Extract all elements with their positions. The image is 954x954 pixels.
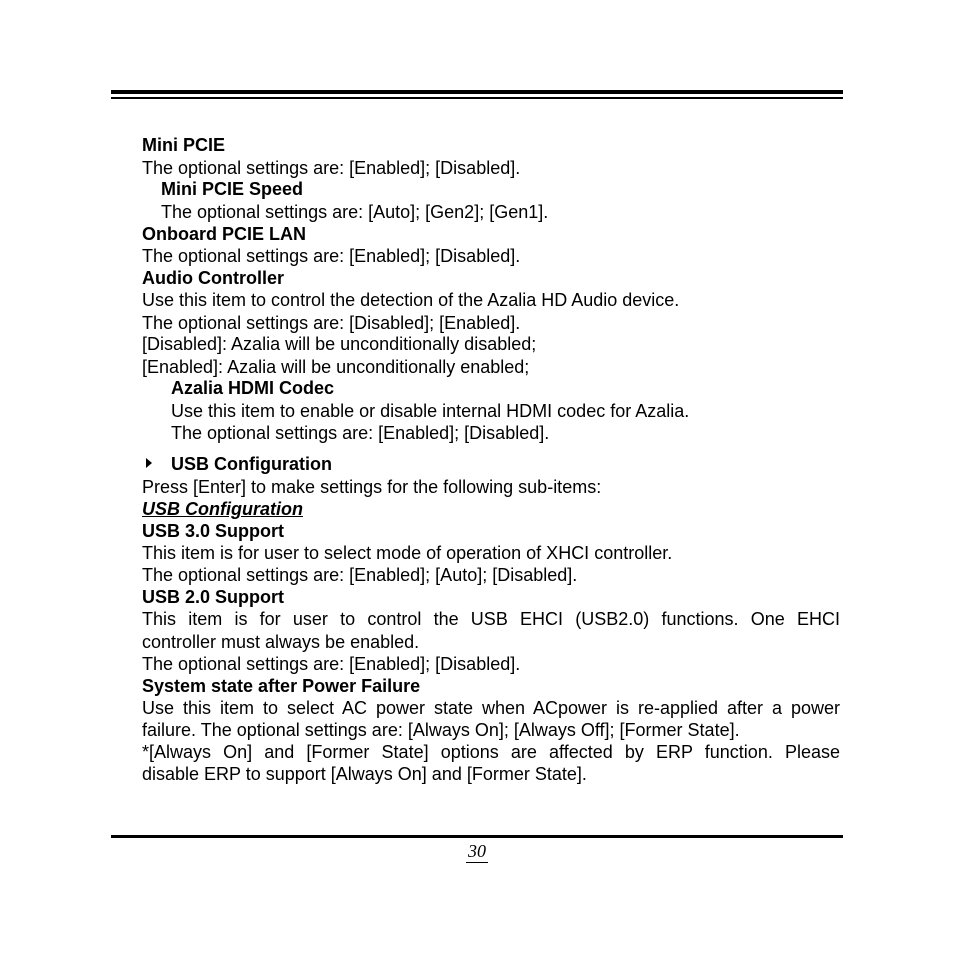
heading-audio-controller: Audio Controller xyxy=(142,268,284,288)
body-text: The optional settings are: [Enabled]; [Disabled]. xyxy=(142,246,521,266)
submenu-title-usb-configuration: USB Configuration xyxy=(142,499,303,519)
footer-rule xyxy=(111,835,843,838)
heading-usb-3-support: USB 3.0 Support xyxy=(142,521,285,541)
page-number: 30 xyxy=(468,841,486,861)
heading-usb-configuration: USB Configuration xyxy=(171,454,332,474)
body-text: failure. The optional settings are: [Always On]; [Always Off]; [Former State]. xyxy=(142,720,740,740)
body-text: The optional settings are: [Enabled]; [Disabled]. xyxy=(142,654,521,674)
heading-usb-2-support: USB 2.0 Support xyxy=(142,587,285,607)
heading-mini-pcie: Mini PCIE xyxy=(142,135,226,155)
body-text-justified: This item is for user to control the USB EHCI (USB2.0) functions. One EHCI xyxy=(142,609,840,629)
body-text: The optional settings are: [Disabled]; [Enabled]. xyxy=(142,313,521,333)
body-text-justified: *[Always On] and [Former State] options are affected by ERP function. Please xyxy=(142,742,840,762)
body-text: This item is for user to select mode of operation of XHCI controller. xyxy=(142,543,673,563)
heading-power-failure: System state after Power Failure xyxy=(142,676,421,696)
heading-onboard-pcie-lan: Onboard PCIE LAN xyxy=(142,224,307,244)
subheading-mini-pcie-speed: Mini PCIE Speed xyxy=(161,179,304,199)
body-text: [Disabled]: Azalia will be unconditionally disabled; xyxy=(142,334,537,354)
body-text: Press [Enter] to make settings for the following sub-items: xyxy=(142,477,602,497)
body-text: The optional settings are: [Enabled]; [Disabled]. xyxy=(171,423,550,443)
submenu-arrow-icon xyxy=(146,458,152,468)
header-rule-thin xyxy=(111,97,843,99)
body-text: [Enabled]: Azalia will be unconditionally enabled; xyxy=(142,357,530,377)
body-text: The optional settings are: [Enabled]; [Auto]; [Disabled]. xyxy=(142,565,578,585)
body-text-justified: Use this item to select AC power state when ACpower is re-applied after a power xyxy=(142,698,840,718)
body-text: The optional settings are: [Enabled]; [Disabled]. xyxy=(142,158,521,178)
subheading-azalia-hdmi-codec: Azalia HDMI Codec xyxy=(171,378,335,398)
body-text: disable ERP to support [Always On] and [Former State]. xyxy=(142,764,587,784)
body-text: The optional settings are: [Auto]; [Gen2]; [Gen1]. xyxy=(161,202,549,222)
body-text: Use this item to control the detection of the Azalia HD Audio device. xyxy=(142,290,680,310)
body-text: controller must always be enabled. xyxy=(142,632,420,652)
body-text: Use this item to enable or disable internal HDMI codec for Azalia. xyxy=(171,401,690,421)
header-rule-thick xyxy=(111,90,843,94)
